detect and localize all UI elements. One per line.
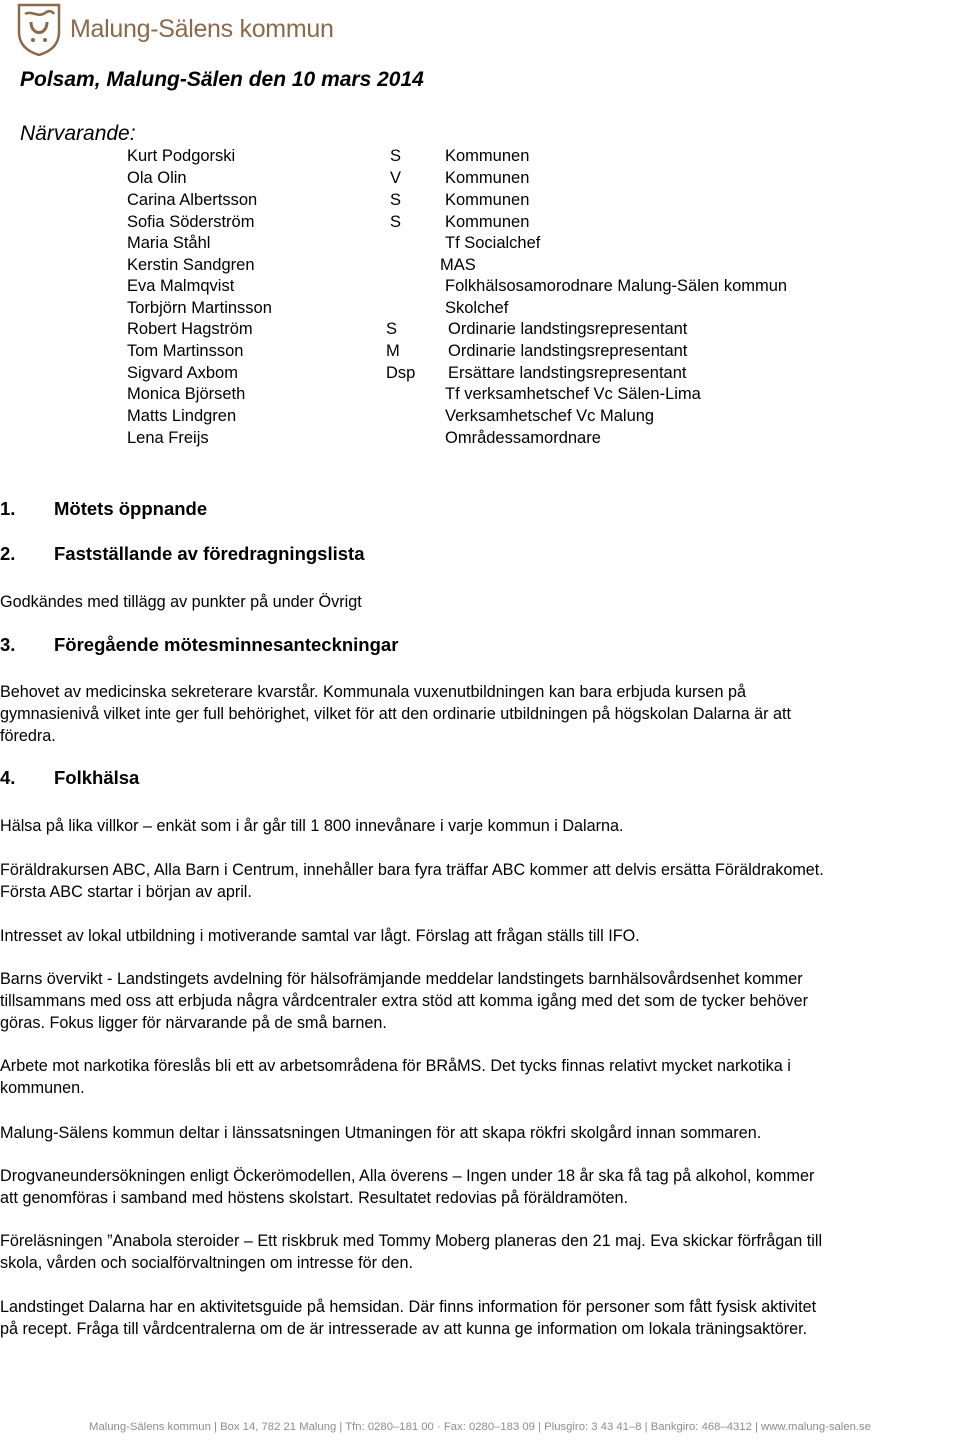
attendee-role: Områdessamordnare	[445, 429, 601, 447]
attendee-name: Torbjörn Martinsson	[127, 299, 272, 317]
attendee-party: S	[386, 320, 398, 338]
paragraph	[0, 925, 960, 947]
paragraph-line: skola, vården och socialförvaltningen om intresse för den.	[0, 1254, 414, 1272]
attendee-row	[0, 213, 960, 235]
coat-of-arms-icon	[16, 2, 62, 56]
paragraph	[0, 1122, 960, 1144]
attendee-role: Ordinarie landstingsrepresentant	[448, 342, 688, 360]
paragraph	[0, 859, 960, 903]
attendees-heading: Närvarande:	[20, 122, 136, 145]
paragraph-line: Första ABC startar i början av april.	[0, 883, 252, 901]
header-logo	[16, 2, 334, 56]
section-number: 1.	[0, 498, 16, 519]
attendee-row	[0, 385, 960, 407]
attendee-party: S	[390, 147, 402, 165]
attendee-row	[0, 320, 960, 342]
paragraph-line: på recept. Fråga till vårdcentralerna om de är intresserade av att kunna ge information om lokala träningsaktörer.	[0, 1320, 808, 1338]
paragraph-line: Malung-Sälens kommun deltar i länssatsningen Utmaningen för att skapa rökfri skolgård innan sommaren.	[0, 1124, 762, 1142]
paragraph	[0, 1055, 960, 1099]
attendee-role: Ersättare landstingsrepresentant	[448, 364, 687, 382]
section-title: Föregående mötesminnesanteckningar	[54, 634, 399, 655]
attendee-row	[0, 429, 960, 451]
paragraph-line: föredra.	[0, 727, 56, 745]
attendee-party: V	[390, 169, 402, 187]
attendee-name: Maria Ståhl	[127, 234, 211, 252]
paragraph-line: Behovet av medicinska sekreterare kvarstår. Kommunala vuxenutbildningen kan bara erbjuda kursen på	[0, 683, 746, 701]
attendee-party: M	[386, 342, 400, 360]
section-heading	[0, 498, 960, 522]
section-number: 4.	[0, 767, 16, 788]
paragraph	[0, 591, 960, 613]
attendee-role: Verksamhetschef Vc Malung	[445, 407, 655, 425]
attendee-role: Skolchef	[445, 299, 509, 317]
attendee-name: Kerstin Sandgren	[127, 256, 255, 274]
section-heading	[0, 767, 960, 791]
paragraph-line: Drogvaneundersökningen enligt Öckerömodellen, Alla överens – Ingen under 18 år ska få tag på alkohol, kommer	[0, 1167, 815, 1185]
attendee-role: Tf Socialchef	[445, 234, 541, 252]
attendee-role: Kommunen	[445, 191, 530, 209]
paragraph-line: gymnasienivå vilket inte ger full behörighet, vilket för att den ordinarie utbildningen på högskolan Dalarna är att	[0, 705, 791, 723]
attendee-party: S	[390, 191, 402, 209]
attendee-name: Lena Freijs	[127, 429, 209, 447]
section-title: Mötets öppnande	[54, 498, 208, 519]
attendee-role: Kommunen	[445, 169, 530, 187]
section-title: Folkhälsa	[54, 767, 140, 788]
page-title: Polsam, Malung-Sälen den 10 mars 2014	[20, 68, 424, 91]
section-title: Fastställande av föredragningslista	[54, 543, 365, 564]
paragraph	[0, 1165, 960, 1209]
paragraph	[0, 968, 960, 1034]
attendee-row	[0, 256, 960, 278]
attendee-role: Kommunen	[445, 147, 530, 165]
attendee-party: Dsp	[386, 364, 416, 382]
attendee-role: Kommunen	[445, 213, 530, 231]
paragraph	[0, 815, 960, 837]
section-number: 2.	[0, 543, 16, 564]
attendee-name: Monica Björseth	[127, 385, 246, 403]
paragraph-line: Hälsa på lika villkor – enkät som i år går till 1 800 innevånare i varje kommun i Dalarna.	[0, 817, 624, 835]
attendee-row	[0, 299, 960, 321]
footer: Malung-Sälens kommun | Box 14, 782 21 Malung | Tfn: 0280–181 00 · Fax: 0280–183 09 | Plusgiro: 3 43 41–8 | Bankgiro: 468–4312 | www.malung-salen.se	[89, 1421, 871, 1433]
attendee-party: S	[390, 213, 402, 231]
paragraph-line: Arbete mot narkotika föreslås bli ett av arbetsområdena för BRåMS. Det tycks finnas relativt mycket narkotika i	[0, 1057, 791, 1075]
attendee-name: Eva Malmqvist	[127, 277, 235, 295]
paragraph-line: göras. Fokus ligger för närvarande på de små barnen.	[0, 1014, 387, 1032]
paragraph-line: Föräldrakursen ABC, Alla Barn i Centrum, innehåller bara fyra träffar ABC kommer att delvis ersätta Föräldrakomet.	[0, 861, 824, 879]
section-heading	[0, 634, 960, 658]
attendee-name: Tom Martinsson	[127, 342, 244, 360]
section-number: 3.	[0, 634, 16, 655]
attendee-role: Ordinarie landstingsrepresentant	[448, 320, 688, 338]
attendee-row	[0, 147, 960, 169]
paragraph-line: kommunen.	[0, 1079, 85, 1097]
paragraph-line: Landstinget Dalarna har en aktivitetsguide på hemsidan. Där finns information för personer som fått fysisk aktivitet	[0, 1298, 817, 1316]
paragraph	[0, 1230, 960, 1274]
paragraph-line: Föreläsningen ”Anabola steroider – Ett riskbruk med Tommy Moberg planeras den 21 maj. Eva skickar förfrågan till	[0, 1232, 823, 1250]
attendee-role: Tf verksamhetschef Vc Sälen-Lima	[445, 385, 701, 403]
attendee-name: Kurt Podgorski	[127, 147, 236, 165]
paragraph-line: tillsammans med oss att erbjuda några vårdcentraler extra stöd att komma igång med det som de tycker behöver	[0, 992, 808, 1010]
section-heading	[0, 543, 960, 567]
logo-text: Malung-Sälens kommun	[70, 14, 334, 43]
attendee-name: Matts Lindgren	[127, 407, 237, 425]
attendee-name: Carina Albertsson	[127, 191, 258, 209]
paragraph-line: Godkändes med tillägg av punkter på under Övrigt	[0, 593, 362, 611]
attendee-role: Folkhälsosamorodnare Malung-Sälen kommun	[445, 277, 788, 295]
paragraph-line: att genomföras i samband med höstens skolstart. Resultatet redovias på föräldramöten.	[0, 1189, 629, 1207]
paragraph-line: Barns övervikt - Landstingets avdelning för hälsofrämjande meddelar landstingets barnhälsovårdsenhet kommer	[0, 970, 803, 988]
paragraph-line: Intresset av lokal utbildning i motiverande samtal var lågt. Förslag att frågan ställs till IFO.	[0, 927, 640, 945]
paragraph	[0, 681, 960, 747]
attendee-role: MAS	[440, 256, 476, 274]
attendee-row	[0, 342, 960, 364]
attendee-row	[0, 191, 960, 213]
attendee-row	[0, 364, 960, 386]
attendee-row	[0, 234, 960, 256]
attendee-name: Sigvard Axbom	[127, 364, 238, 382]
attendee-row	[0, 277, 960, 299]
attendee-row	[0, 407, 960, 429]
attendee-name: Sofia Söderström	[127, 213, 255, 231]
attendee-name: Robert Hagström	[127, 320, 253, 338]
attendee-name: Ola Olin	[127, 169, 187, 187]
paragraph	[0, 1296, 960, 1340]
attendee-row	[0, 169, 960, 191]
